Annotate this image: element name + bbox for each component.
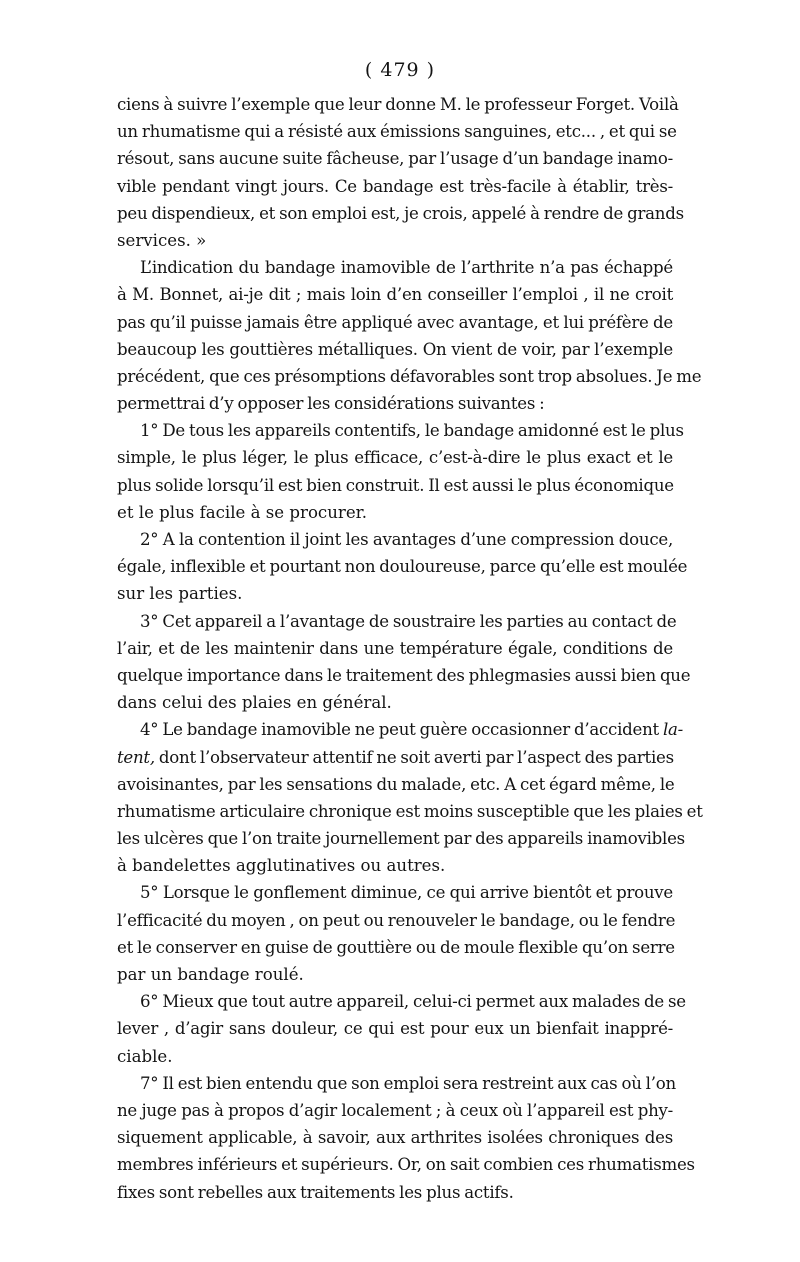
paragraph-start-line: L’indication du bandage inamovible de l’arthrite n’a pas échappé [140, 258, 673, 278]
text-line: les ulcères que l’on traite journellement par des appareils inamovibles [117, 829, 685, 849]
text-line: beaucoup les gouttières métalliques. On vient de voir, par l’exemple [117, 339, 673, 359]
text-line: un rhumatisme qui a résisté aux émissions sanguines, etc... , et qui se [117, 122, 677, 142]
text-line: résout, sans aucune suite fâcheuse, par l’usage d’un bandage inamo- [117, 149, 673, 169]
text-line: et le plus facile à se procurer. [117, 502, 368, 522]
numbered-point-4 [117, 716, 684, 743]
numbered-point-1: 1° De tous les appareils contentifs, le bandage amidonné est le plus [140, 421, 684, 441]
text-line: dans celui des plaies en général. [117, 693, 392, 713]
text-line: précédent, que ces présomptions défavorables sont trop absolues. Je me [117, 366, 702, 386]
numbered-point-6: 6° Mieux que tout autre appareil, celui-ci permet aux malades de se [140, 992, 686, 1012]
numbered-point-2: 2° A la contention il joint les avantages d’une compression douce, [140, 530, 673, 549]
text-line: fixes sont rebelles aux traitements les plus actifs. [117, 1182, 514, 1202]
text-line: sur les parties. [117, 584, 243, 604]
text-line: à M. Bonnet, ai-je dit ; mais loin d’en conseiller l’emploi , il ne croit [117, 285, 673, 305]
numbered-point-5: 5° Lorsque le gonflement diminue, ce qui arrive bientôt et prouve [140, 883, 673, 903]
text-line: vible pendant vingt jours. Ce bandage est très-facile à établir, très- [117, 176, 673, 196]
text-line [117, 744, 673, 771]
text-line: quelque importance dans le traitement des phlegmasies aussi bien que [117, 665, 691, 685]
text-line: simple, le plus léger, le plus efficace, c’est-à-dire le plus exact et le [117, 448, 673, 468]
numbered-point-3: 3° Cet appareil a l’avantage de soustraire les parties au contact de [140, 611, 677, 631]
text-line: plus solide lorsqu’il est bien construit. Il est aussi le plus économique [117, 475, 674, 495]
text-line: permettrai d’y opposer les considérations suivantes : [117, 394, 545, 414]
text-line: avoisinantes, par les sensations du malade, etc. A cet égard même, le [117, 774, 675, 794]
text-line: à bandelettes agglutinatives ou autres. [117, 856, 446, 876]
text-line: ciable. [117, 1046, 173, 1066]
text-fragment: dont l’observateur attentif ne soit averti par l’aspect des parties [158, 747, 674, 767]
text-line: par un bandage roulé. [117, 965, 304, 984]
text-line: membres inférieurs et supérieurs. Or, on sait combien ces rhumatismes [117, 1155, 695, 1175]
text-line: l’air, et de les maintenir dans une température égale, conditions de [117, 638, 673, 658]
text-line: lever , d’agir sans douleur, ce qui est pour eux un bienfait inappré- [117, 1019, 673, 1039]
text-line: rhumatisme articulaire chronique est moins susceptible que les plaies et [117, 801, 703, 821]
text-line: peu dispendieux, et son emploi est, je crois, appelé à rendre de grands [117, 203, 684, 223]
text-line: pas qu’il puisse jamais être appliqué avec avantage, et lui préfère de [117, 312, 673, 332]
text-line: ciens à suivre l’exemple que leur donne M. le professeur Forget. Voilà [117, 95, 679, 114]
text-line: l’efficacité du moyen , on peut ou renouveler le bandage, ou le fendre [117, 910, 676, 930]
text-line: et le conserver en guise de gouttière ou de moule flexible qu’on serre [117, 937, 675, 957]
italic-word: tent, [117, 747, 155, 767]
text-line: égale, inflexible et pourtant non douloureuse, parce qu’elle est moulée [117, 557, 688, 577]
text-line: siquement applicable, à savoir, aux arthrites isolées chroniques des [117, 1128, 673, 1148]
body-text [117, 91, 703, 1206]
italic-word: la- [662, 720, 684, 740]
page-number: ( 479 ) [364, 59, 436, 81]
text-line: services. » [117, 230, 207, 250]
text-fragment: 4° Le bandage inamovible ne peut guère occasionner d’accident [140, 720, 659, 740]
numbered-point-7: 7° Il est bien entendu que son emploi sera restreint aux cas où l’on [140, 1073, 676, 1093]
text-line: ne juge pas à propos d’agir localement ; à ceux où l’appareil est phy- [117, 1100, 673, 1120]
